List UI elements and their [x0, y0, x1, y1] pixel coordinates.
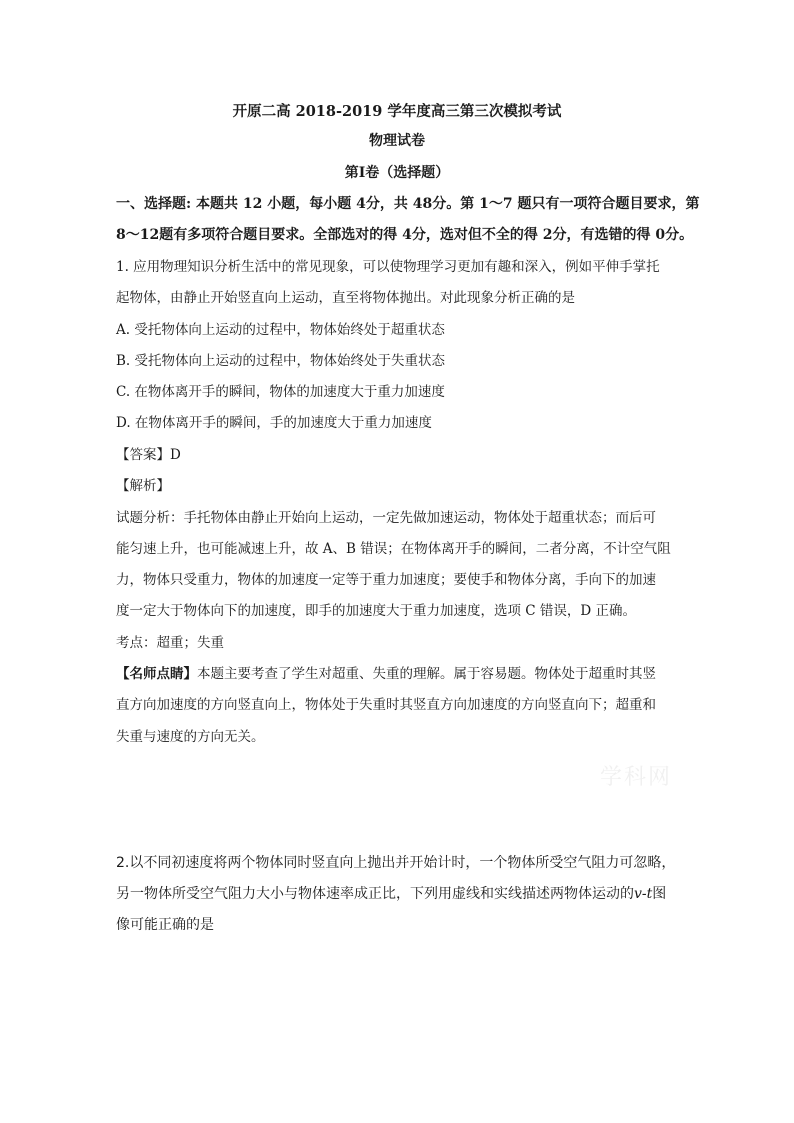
q1-teacher-line2: 直方向加速度的方向竖直向上，物体处于失重时其竖直方向加速度的方向竖直向下；超重和 [116, 697, 656, 713]
q2-stem-line2-post: 图 [652, 886, 667, 902]
q1-analysis-line3: 力，物体只受重力，物体的加速度一定等于重力加速度；要使手和物体分离，手向下的加速 [116, 572, 656, 588]
q1-stem-line2: 起物体，由静止开始竖直向上运动，直至将物体抛出。对此现象分析正确的是 [116, 290, 575, 306]
q2-stem-line3: 像可能正确的是 [116, 917, 214, 933]
q1-option-a: A. 受托物体向上运动的过程中，物体始终处于超重状态 [116, 322, 445, 338]
q1-kaodian: 考点：超重；失重 [116, 635, 224, 651]
q2-stem-line1: 2.以不同初速度将两个物体同时竖直向上抛出并开始计时，一个物体所受空气阻力可忽略， [116, 855, 676, 871]
q1-teacher-label: 【名师点睛】 [116, 666, 197, 682]
q2-stem-line2-pre: 另一物体所受空气阻力大小与物体速率成正比，下列用虚线和实线描述两物体运动的 [116, 886, 634, 902]
q1-analysis-line2: 能匀速上升，也可能减速上升，故 A、B 错误；在物体离开手的瞬间，二者分离，不计空气阻 [116, 541, 671, 557]
q1-option-b: B. 受托物体向上运动的过程中，物体始终处于失重状态 [116, 353, 446, 369]
q1-answer: 【答案】D [116, 447, 181, 463]
q1-option-d: D. 在物体离开手的瞬间，手的加速度大于重力加速度 [116, 415, 432, 431]
watermark-text: 学科网 [600, 765, 673, 790]
exam-subtitle: 物理试卷 [369, 133, 425, 149]
watermark-logo [600, 760, 672, 791]
q1-analysis-line1: 试题分析：手托物体由静止开始向上运动，一定先做加速运动，物体处于超重状态；而后可 [116, 510, 656, 526]
q2-vt-math: v-t [634, 886, 653, 902]
q1-analysis-line4: 度一定大于物体向下的加速度，即手的加速度大于重力加速度，选项 C 错误，D 正确。 [116, 603, 637, 619]
section-instructions-line1: 一、选择题: 本题共 12 小题，每小题 4分，共 48分。第 1～7 题只有一项符合题目要求，第 [116, 196, 700, 212]
q1-option-c: C. 在物体离开手的瞬间，物体的加速度大于重力加速度 [116, 384, 445, 400]
q1-teacher-text1: 本题主要考查了学生对超重、失重的理解。属于容易题。物体处于超重时其竖 [197, 666, 656, 682]
exam-title: 开原二高 2018-2019 学年度高三第三次模拟考试 [232, 103, 562, 120]
volume-heading: 第Ⅰ卷（选择题） [344, 165, 450, 181]
q1-analysis-label: 【解析】 [116, 478, 170, 494]
q1-teacher-line1 [116, 664, 686, 684]
q1-teacher-line3: 失重与速度的方向无关。 [116, 729, 265, 745]
q1-stem-line1: 1. 应用物理知识分析生活中的常见现象，可以使物理学习更加有趣和深入，例如平伸手掌托 [116, 259, 660, 275]
section-instructions-line2: 8～12题有多项符合题目要求。全部选对的得 4分，选对但不全的得 2分，有选错的得 0分。 [116, 227, 694, 243]
q2-stem-line2 [116, 884, 686, 904]
